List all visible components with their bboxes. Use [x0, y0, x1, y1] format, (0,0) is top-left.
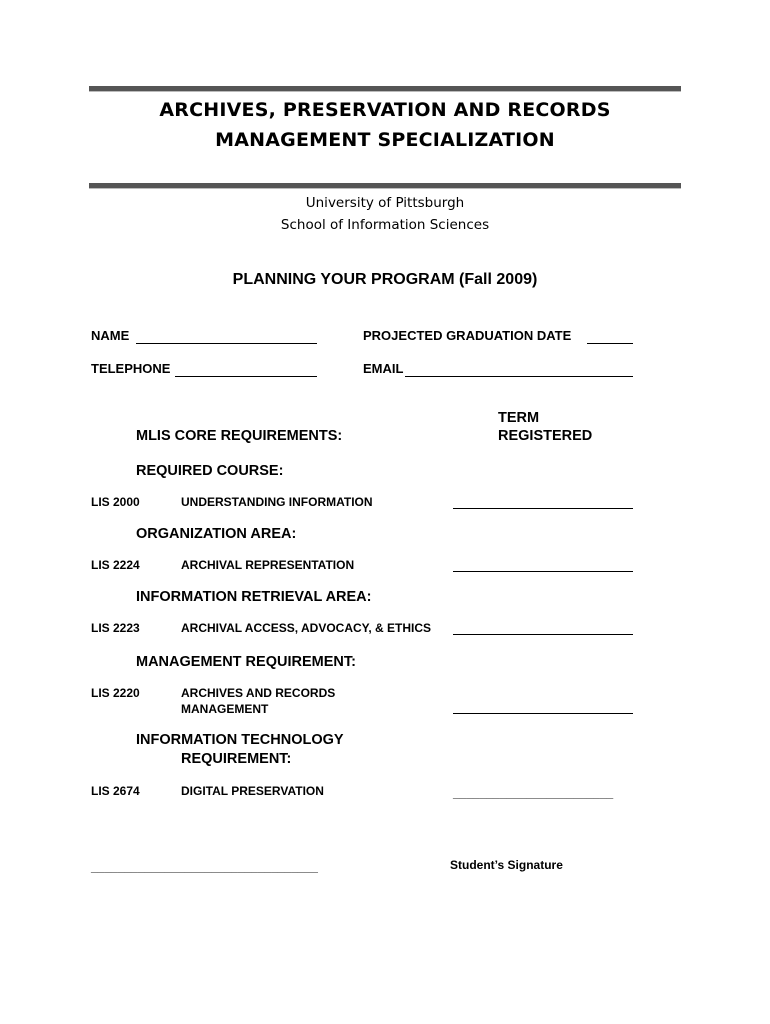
course-title: DIGITAL PRESERVATION: [181, 784, 324, 798]
section-heading: ORGANIZATION AREA:: [136, 526, 297, 542]
term-field[interactable]: [453, 508, 633, 509]
term-field[interactable]: [453, 713, 633, 714]
telephone-field[interactable]: [175, 376, 317, 377]
section-heading: [136, 731, 344, 769]
bottom-rule: [89, 183, 681, 189]
course-title-line-1: ARCHIVES AND RECORDS: [181, 686, 336, 700]
title-line-2: MANAGEMENT SPECIALIZATION: [215, 129, 555, 151]
top-rule: [89, 86, 681, 92]
term-field[interactable]: ________________________: [453, 786, 614, 800]
document-title: [89, 95, 681, 155]
term-field[interactable]: [453, 634, 633, 635]
email-label: EMAIL: [363, 361, 404, 376]
course-code: LIS 2000: [91, 495, 140, 509]
institution-block: [89, 192, 681, 236]
signature-label: Student’s Signature: [450, 858, 563, 872]
section-heading-line-1: INFORMATION TECHNOLOGY: [136, 732, 344, 748]
email-field[interactable]: [405, 376, 633, 377]
title-line-1: ARCHIVES, PRESERVATION AND RECORDS: [159, 99, 611, 121]
term-registered-header: [498, 409, 592, 445]
university-name: University of Pittsburgh: [305, 195, 465, 211]
course-code: LIS 2220: [91, 686, 140, 700]
course-code: LIS 2224: [91, 558, 140, 572]
core-requirements-heading: MLIS CORE REQUIREMENTS:: [136, 428, 343, 444]
school-name: School of Information Sciences: [280, 217, 490, 233]
term-header-line-2: REGISTERED: [498, 428, 593, 444]
name-label: NAME: [91, 328, 130, 343]
graduation-date-label: PROJECTED GRADUATION DATE: [363, 328, 572, 343]
name-field[interactable]: [136, 343, 317, 344]
page-heading: PLANNING YOUR PROGRAM (Fall 2009): [232, 271, 538, 288]
signature-field[interactable]: __________________________________: [91, 860, 318, 874]
course-code: LIS 2674: [91, 784, 140, 798]
graduation-date-field[interactable]: [587, 343, 633, 344]
telephone-label: TELEPHONE: [91, 361, 171, 376]
section-heading: INFORMATION RETRIEVAL AREA:: [136, 589, 372, 605]
section-heading-line-2: REQUIREMENT:: [181, 751, 292, 767]
section-heading: REQUIRED COURSE:: [136, 463, 284, 479]
course-title-line-2: MANAGEMENT: [181, 702, 269, 716]
section-heading: MANAGEMENT REQUIREMENT:: [136, 654, 356, 670]
course-title: ARCHIVAL ACCESS, ADVOCACY, & ETHICS: [181, 621, 432, 635]
term-header-line-1: TERM: [498, 410, 540, 426]
course-title: UNDERSTANDING INFORMATION: [181, 495, 373, 509]
course-title: [181, 685, 335, 717]
term-field[interactable]: [453, 571, 633, 572]
course-code: LIS 2223: [91, 621, 140, 635]
course-title: ARCHIVAL REPRESENTATION: [181, 558, 355, 572]
